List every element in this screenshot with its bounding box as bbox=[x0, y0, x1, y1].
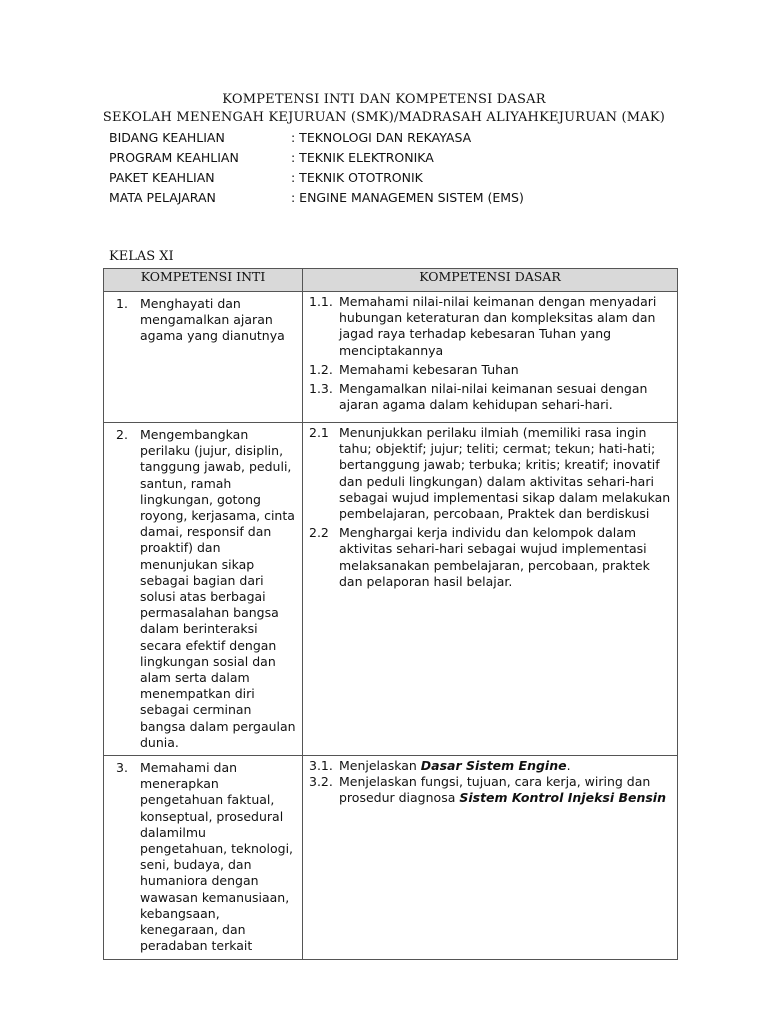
meta-label: PROGRAM KEAHLIAN bbox=[109, 150, 239, 165]
meta-label: MATA PELAJARAN bbox=[109, 190, 216, 205]
kd-text: Mengamalkan nilai-nilai keimanan sesuai dengan ajaran agama dalam kehidupan sehari-hari. bbox=[339, 381, 648, 413]
ki-cell bbox=[104, 292, 302, 349]
kd-number: 2.1 bbox=[309, 425, 329, 440]
kd-number: 3.1. bbox=[309, 758, 333, 774]
kd-item bbox=[303, 362, 677, 378]
meta-value: : TEKNIK ELEKTRONIKA bbox=[291, 150, 434, 165]
ki-text: Mengembangkan perilaku (jujur, disiplin, tanggung jawab, peduli, santun, ramah lingkungan, gotong royong, kerjasama, cinta damai, responsif dan proaktif) dan menunjukan sikap sebagai bagian dari solusi atas berbagai permasalahan bangsa dalam berinteraksi secara efektif dengan lingkungan sosial dan alam serta dalam menempatkan diri sebagai cerminan bangsa dalam pergaulan dunia. bbox=[140, 427, 296, 750]
table-row bbox=[104, 292, 678, 423]
kd-number: 1.2. bbox=[309, 361, 333, 377]
kelas-label: KELAS XI bbox=[109, 249, 174, 264]
ki-number: 3. bbox=[116, 760, 128, 776]
ki-number: 2. bbox=[116, 427, 128, 442]
kd-text: Memahami nilai-nilai keimanan dengan menyadari hubungan keteraturan dan kompleksitas alam dan jagad raya terhadap kebesaran Tuhan yang menciptakannya bbox=[339, 294, 657, 358]
meta-value: : ENGINE MANAGEMEN SISTEM (EMS) bbox=[291, 190, 524, 205]
kd-text: Menghargai kerja individu dan kelompok dalam aktivitas sehari-hari sebagai wujud implementasi melaksanakan pembelajaran, percobaan, praktek dan pelaporan hasil belajar. bbox=[339, 525, 650, 589]
kd-text-post: . bbox=[566, 758, 571, 774]
meta-label: BIDANG KEAHLIAN bbox=[109, 130, 225, 145]
kd-item bbox=[303, 294, 677, 359]
kompetensi-table bbox=[103, 268, 678, 960]
kd-item bbox=[303, 425, 677, 522]
kd-text: Menunjukkan perilaku ilmiah (memiliki rasa ingin tahu; objektif; jujur; teliti; cermat; tekun; hati-hati; bertanggung jawab; terbuka; kritis; kreatif; inovatif dan peduli lingkungan) dalam aktivitas sehari-hari sebagai wujud implementasi sikap dalam melakukan pembelajaran, percobaan, Praktek dan berdiskusi bbox=[339, 425, 671, 522]
kd-number: 3.2. bbox=[309, 774, 333, 790]
kd-item bbox=[303, 758, 677, 774]
kd-text-emphasis: Dasar Sistem Engine bbox=[420, 758, 567, 774]
ki-cell bbox=[104, 423, 302, 755]
ki-text: Memahami dan menerapkan pengetahuan faktual, konseptual, prosedural dalamilmu pengetahuan, teknologi, seni, budaya, dan humaniora dengan wawasan kemanusiaan, kebangsaan, kenegaraan, dan peradaban terkait bbox=[140, 760, 294, 954]
kd-item bbox=[303, 525, 677, 590]
kd-text-emphasis: Sistem Kontrol Injeksi Bensin bbox=[459, 790, 666, 806]
header-kompetensi-inti: KOMPETENSI INTI bbox=[104, 269, 303, 292]
kd-cell bbox=[303, 292, 677, 417]
document-subtitle: SEKOLAH MENENGAH KEJURUAN (SMK)/MADRASAH ALIYAHKEJURUAN (MAK) bbox=[102, 110, 666, 125]
meta-value: : TEKNOLOGI DAN REKAYASA bbox=[291, 130, 472, 145]
ki-cell bbox=[104, 756, 302, 958]
table-row bbox=[104, 756, 678, 959]
kd-text: Memahami kebesaran Tuhan bbox=[339, 361, 519, 377]
kd-cell bbox=[303, 756, 677, 811]
kd-number: 1.1. bbox=[309, 294, 333, 309]
kd-number: 1.3. bbox=[309, 381, 333, 397]
meta-label: PAKET KEAHLIAN bbox=[109, 170, 215, 185]
kd-cell bbox=[303, 423, 677, 594]
ki-number: 1. bbox=[116, 296, 128, 311]
kd-item bbox=[303, 381, 677, 413]
document-title: KOMPETENSI INTI DAN KOMPETENSI DASAR bbox=[222, 92, 546, 107]
kd-text-pre: Menjelaskan bbox=[339, 758, 421, 774]
meta-value: : TEKNIK OTOTRONIK bbox=[291, 170, 423, 185]
ki-text: Menghayati dan mengamalkan ajaran agama yang dianutnya bbox=[140, 296, 285, 344]
table-row bbox=[104, 423, 678, 756]
table-header-row bbox=[104, 269, 678, 292]
kd-text-pre: Menjelaskan fungsi, tujuan, cara kerja, wiring dan prosedur diagnosa bbox=[339, 774, 651, 806]
header-kompetensi-dasar: KOMPETENSI DASAR bbox=[303, 269, 678, 292]
kd-number: 2.2 bbox=[309, 525, 329, 541]
kd-item bbox=[303, 774, 677, 806]
